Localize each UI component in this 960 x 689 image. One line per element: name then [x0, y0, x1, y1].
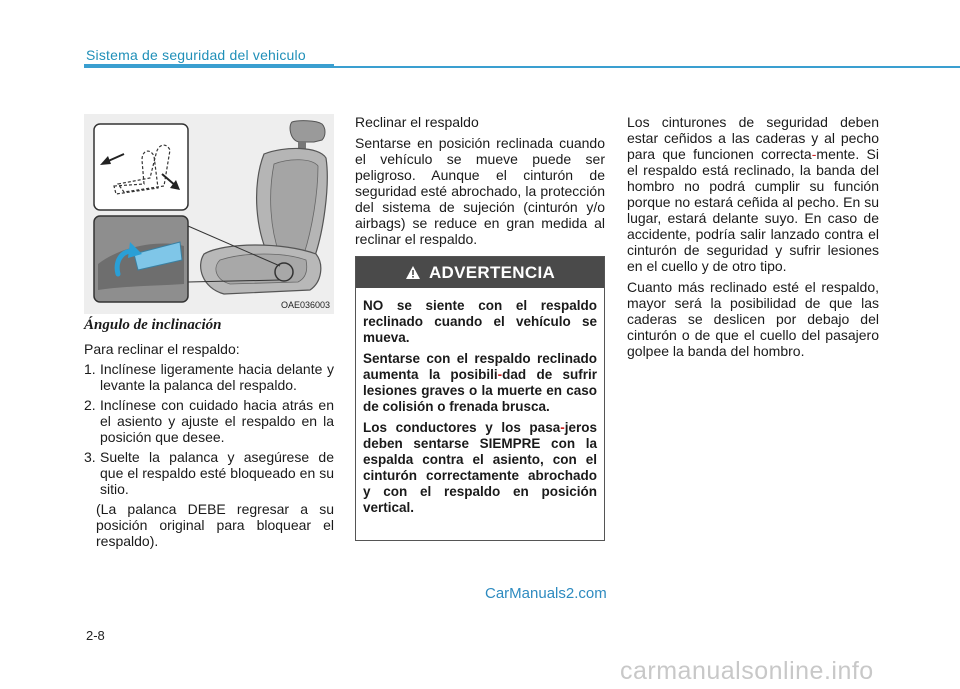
red-hyphen: - [811, 146, 817, 162]
red-hyphen: - [497, 367, 503, 382]
section-title: Sistema de seguridad del vehiculo [86, 47, 306, 63]
step-text: Inclínese ligeramente hacia delante y levante la palanca del respaldo. [100, 361, 334, 393]
column-3 [627, 114, 879, 359]
paragraph-text: mente. Si el respaldo está reclinado, la banda del hombro no podrá cumplir su función porque no estará ceñida al pecho. En su lugar, estará delante suyo. En caso de accidente, podría salir lanzado contra el cinturón de seguridad y sufrir lesiones en el cuello y de otro tipo. [627, 146, 880, 274]
seat-recline-figure [84, 114, 334, 314]
list-item [84, 397, 334, 445]
step-number: 2. [84, 397, 96, 413]
figure-code: OAE036003 [280, 300, 330, 310]
step-number: 1. [84, 361, 96, 377]
seat-illustration [84, 114, 334, 314]
belt-paragraph [627, 114, 879, 274]
step-number: 3. [84, 449, 96, 465]
warning-box [355, 256, 605, 541]
warning-header [356, 257, 604, 288]
watermark-link[interactable]: CarManuals2.com [485, 585, 607, 602]
recline-risk-paragraph: Cuanto más reclinado esté el respaldo, mayor será la posibilidad de que las caderas se deslicen por debajo del cinturón o de que el cuello del pasajero golpee la banda del hombro. [627, 279, 879, 359]
warning-title: ADVERTENCIA [428, 262, 556, 282]
step-text: Inclínese con cuidado hacia atrás en el asiento y ajuste el respaldo en la posición que desee. [100, 397, 334, 445]
steps-list [84, 361, 334, 497]
intro-text: Para reclinar el respaldo: [84, 341, 240, 357]
list-item [84, 449, 334, 497]
warning-body [356, 288, 604, 516]
list-item [84, 361, 334, 393]
warning-paragraph [363, 420, 597, 516]
subheading: Reclinar el respaldo [355, 114, 479, 130]
recline-paragraph: Sentarse en posición reclinada cuando el vehículo se mueve puede ser peligroso. Aunque el cinturón de seguridad esté abrochado, la protección del sistema de sujeción (cinturón y/o airbags) se reduce en gran medida al reclinar el respaldo. [355, 135, 605, 247]
section-heading: Ángulo de inclinación [84, 317, 222, 333]
warning-text: Sentarse con el respaldo reclinado aumenta la posibili [363, 351, 597, 382]
column-1 [84, 317, 334, 549]
warning-paragraph: NO se siente con el respaldo reclinado cuando el vehículo se mueva. [363, 298, 597, 345]
paragraph-text: Los cinturones de seguridad deben estar ceñidos a las caderas y al pecho para que funcionen correcta [627, 114, 879, 162]
column-2 [355, 114, 605, 252]
red-hyphen: - [560, 420, 565, 435]
warning-paragraph [363, 351, 597, 415]
warning-triangle-icon [405, 265, 421, 280]
step-text: Suelte la palanca y asegúrese de que el respaldo esté bloqueado en su sitio. [100, 449, 334, 497]
page-number: 2-8 [86, 628, 105, 643]
footer-brand: carmanualsonline.info [620, 657, 874, 685]
lever-note: (La palanca DEBE regresar a su posición original para bloquear el respaldo). [96, 501, 334, 549]
warning-text: jeros deben sentarse SIEMPRE con la espalda contra el asiento, con el cinturón correctamente abrochado y con el respaldo en posición vertical. [363, 420, 597, 515]
warning-text: dad de sufrir lesiones graves o la muerte en caso de colisión o frenada brusca. [363, 367, 598, 414]
warning-text: Los conductores y los pasa [363, 420, 561, 435]
header-rule [84, 66, 960, 68]
